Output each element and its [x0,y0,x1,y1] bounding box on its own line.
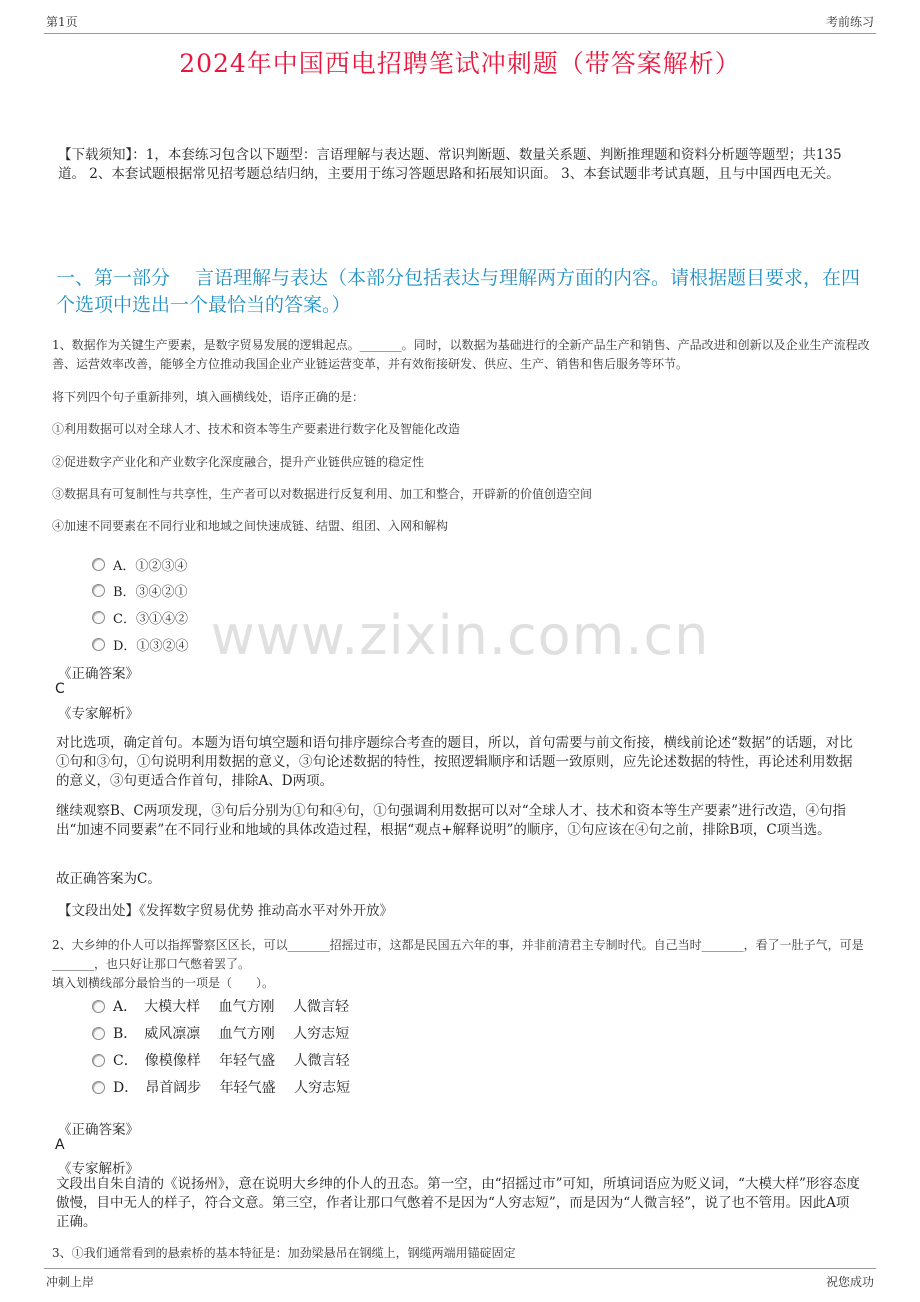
q1-option-b-label: B．③④②① [113,585,188,600]
footer-left: 冲刺上岸 [46,1275,95,1289]
q1-analysis-p1: 对比选项，确定首句。本题为语句填空题和语句排序题综合考查的题目，所以，首句需要与前文衔接，横线前论述“数据”的话题，对比①句和③句，①句说明利用数据的意义，③句论述数据的特性，按照逻辑顺序和话题一致原则，应先论述数据的特性，再论述利用数据的意义，③句更适合作首句，排除A、D两项。 [56,735,853,789]
q1-sentence-2: ②促进数字产业化和产业数字化深度融合，提升产业链供应链的稳定性 [52,455,425,469]
section-heading: 一、第一部分 言语理解与表达（本部分包括表达与理解两方面的内容。请根据题目要求，在四个选项中选出一个最恰当的答案。） [56,267,861,316]
document-title: 2024年中国西电招聘笔试冲刺题（带答案解析） [179,49,741,78]
q1-option-c-label: C．③①④② [113,612,188,627]
radio-icon[interactable] [92,611,105,624]
q1-option-d-label: D．①③②④ [113,639,189,654]
footer-right: 祝您成功 [825,1275,874,1289]
radio-icon[interactable] [92,638,105,651]
page-number: 第1页 [46,15,78,29]
q2-analysis: 文段出自朱自清的《说扬州》，意在说明大乡绅的仆人的丑态。第一空，由“招摇过市”可知，所填词语应为贬义词，“大模大样”形容态度傲慢，目中无人的样子，符合文意。第三空，作者让那口气憋着不是因为“人穷志短”，而是因为“人微言轻”，说了也不管用。因此A项正确。 [56,1176,860,1230]
footer-rule [44,1268,876,1269]
q1-analysis-p2: 继续观察B、C两项发现，③句后分别为①句和④句，①句强调利用数据可以对“全球人才、技术和资本等生产要素”进行改造，④句指出“加速不同要素”在不同行业和地域的具体改造过程，根据“观点+解释说明”的顺序，①句应该在④句之前，排除B项，C项当选。 [56,803,847,838]
q1-instruction: 将下列四个句子重新排列，填入画横线处，语序正确的是： [52,390,365,404]
q1-sentence-3: ③数据具有可复制性与共享性，生产者可以对数据进行反复利用、加工和整合，开辟新的价值创造空间 [52,487,593,501]
q1-analysis-label: 《专家解析》 [58,706,139,722]
q3-stem: 3、①我们通常看到的悬索桥的基本特征是：加劲梁悬吊在钢缆上，钢缆两端用锚碇固定 [52,1246,516,1260]
radio-icon[interactable] [92,1054,105,1067]
download-notice: 【下载须知】：1，本套练习包含以下题型：言语理解与表达题、常识判断题、数量关系题、判断推理题和资料分析题等题型；共135道。 2、本套试题根据常见招考题总结归纳，主要用于练习答题思路和拓展知识面。 3、本套试题非考试真题，且与中国西电无关。 [58,147,842,182]
q1-analysis-p3: 故正确答案为C。 [56,871,161,887]
q1-sentence-1: ①利用数据可以对全球人才、技术和资本等生产要素进行数字化及智能化改造 [52,422,461,436]
radio-icon[interactable] [92,1000,105,1013]
radio-icon[interactable] [92,558,105,571]
q1-answer: C [55,681,65,697]
header-rule [44,33,876,34]
q2-option-c-label: C． 像模像样 年轻气盛 人微言轻 [113,1053,350,1069]
q2-option-d-label: D． 昂首阔步 年轻气盛 人穷志短 [113,1080,351,1096]
q2-option-c[interactable] [92,1050,350,1070]
q2-option-a[interactable] [92,996,349,1016]
q2-analysis-label: 《专家解析》 [58,1161,139,1177]
radio-icon[interactable] [92,1027,105,1040]
q1-answer-label: 《正确答案》 [58,666,139,682]
q2-instruction: 填入划横线部分最恰当的一项是（ ）。 [52,976,275,990]
q1-option-c[interactable] [92,608,188,627]
q2-answer-label: 《正确答案》 [58,1122,139,1138]
q2-option-d[interactable] [92,1077,350,1097]
q1-sentence-4: ④加速不同要素在不同行业和地域之间快速成链、结盟、组团、入网和解构 [52,519,449,533]
q1-option-b[interactable] [92,581,188,600]
doc-type-label: 考前练习 [825,15,874,29]
q1-option-a[interactable] [92,555,187,574]
q1-option-d[interactable] [92,635,188,654]
radio-icon[interactable] [92,584,105,597]
q2-option-b[interactable] [92,1023,349,1043]
q2-stem: 2、大乡绅的仆人可以指挥警察区区长，可以_______招摇过市，这都是民国五六年的事，并非前清君主专制时代。自己当时_______，看了一肚子气，可是_______，也只好让那口气憋着罢了。 [52,938,864,971]
watermark: www.zixin.com.cn [210,604,710,667]
q1-stem: 1、数据作为关键生产要素，是数字贸易发展的逻辑起点。_______。同时，以数据为基础进行的全新产品生产和销售、产品改进和创新以及企业生产流程改善、运营效率改善，能够全方位推动我国企业产业链运营变革，并有效衔接研发、供应、生产、销售和售后服务等环节。 [52,338,870,371]
q1-option-a-label: A．①②③④ [113,559,188,574]
q2-option-a-label: A． 大模大样 血气方刚 人微言轻 [113,999,350,1015]
radio-icon[interactable] [92,1081,105,1094]
q2-answer: A [55,1137,65,1153]
q2-option-b-label: B． 威风凛凛 血气方刚 人穷志短 [113,1026,350,1042]
q1-source: 【文段出处】《发挥数字贸易优势 推动高水平对外开放》 [58,903,394,919]
